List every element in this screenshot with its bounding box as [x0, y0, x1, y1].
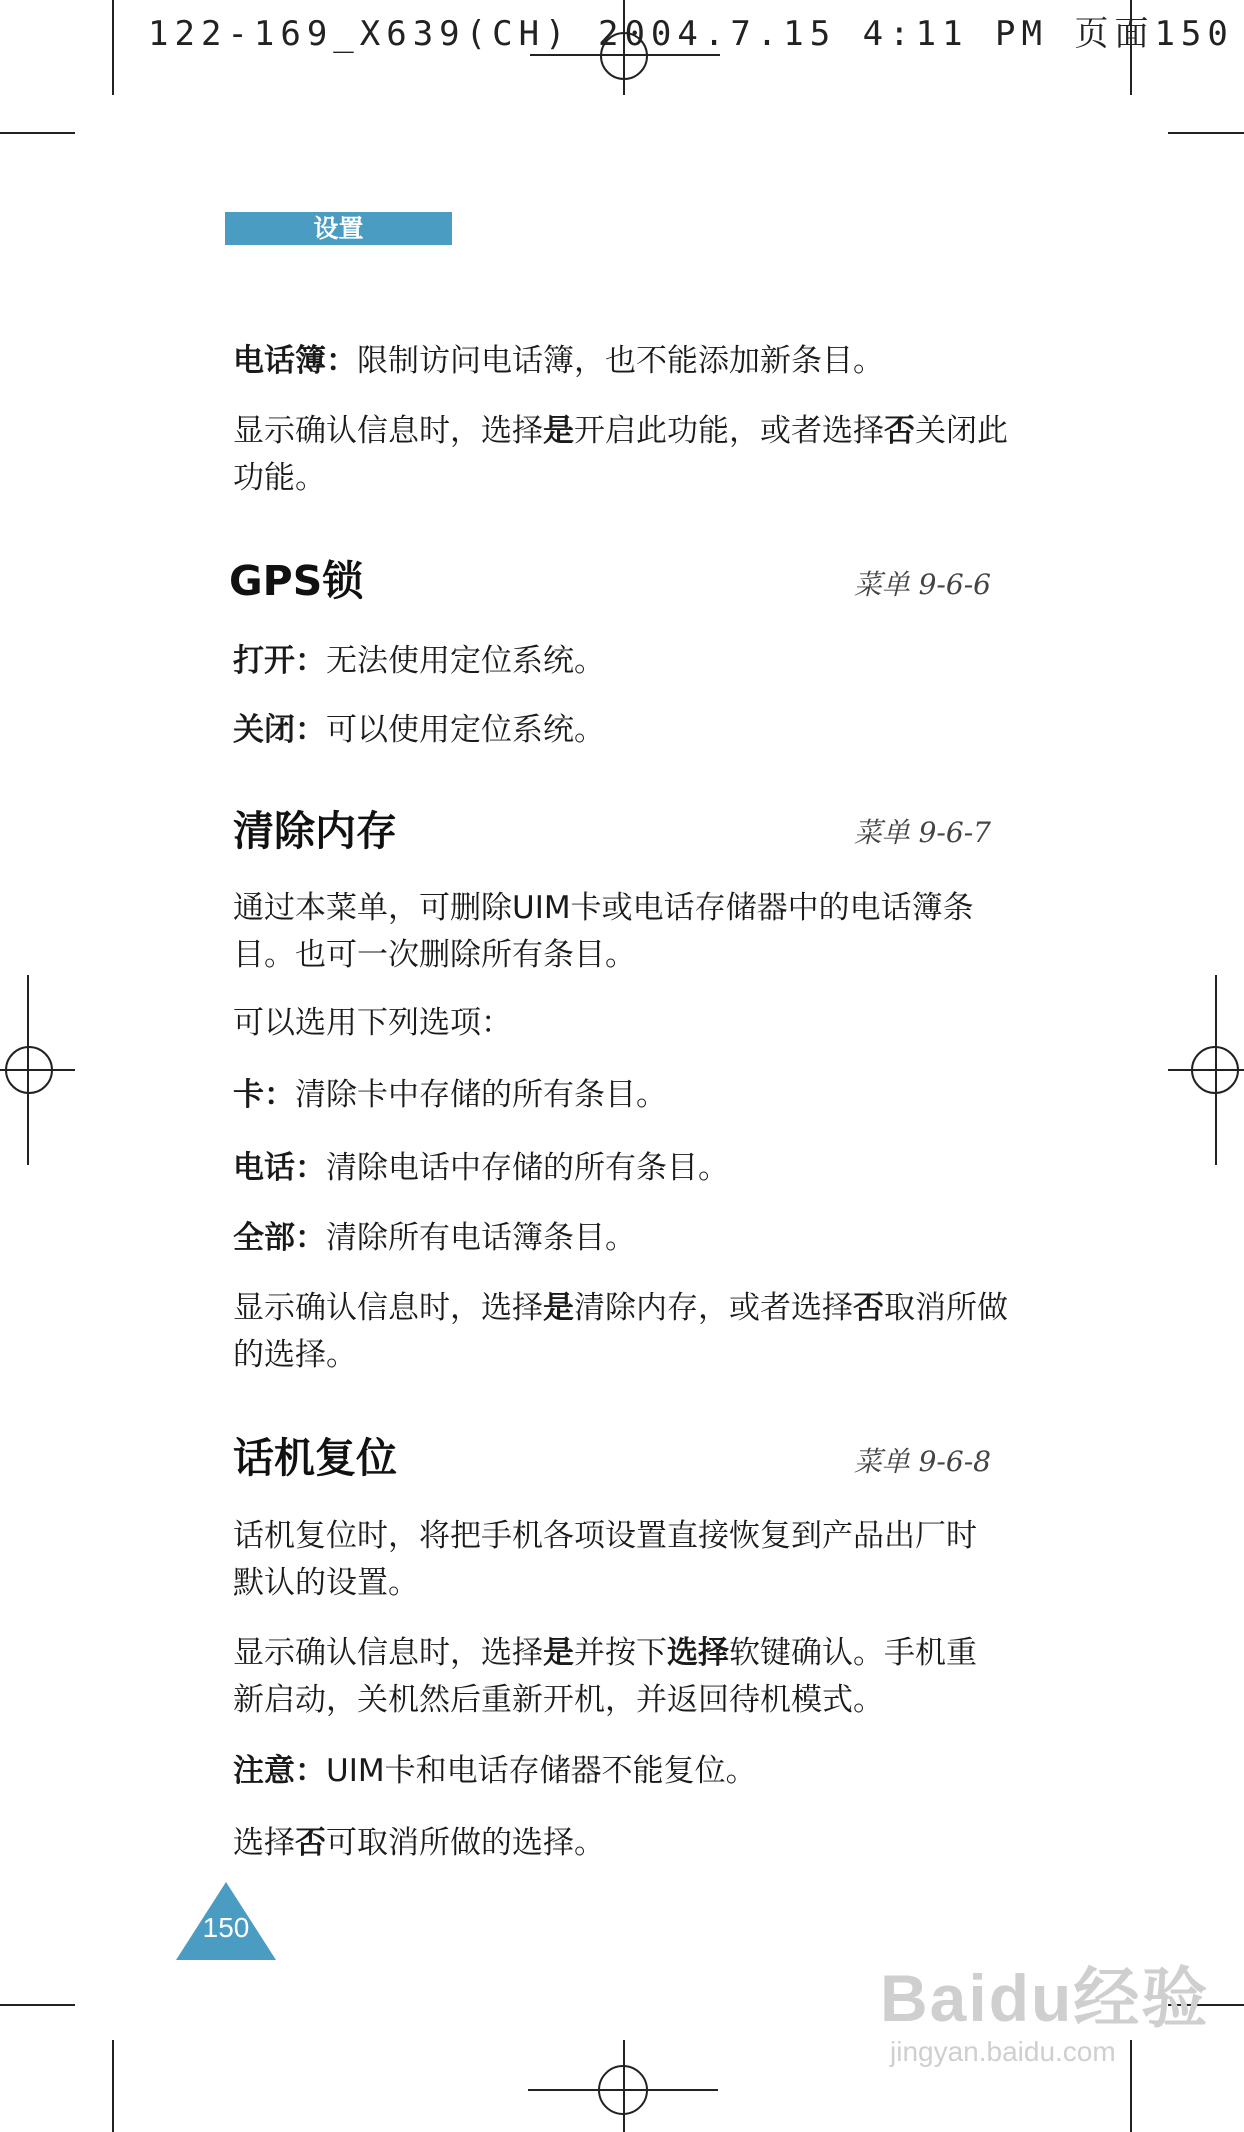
text: 软键确认。手机重新启动，关机然后重新开机，并返回待机模式。 [233, 1635, 977, 1718]
text: 显示确认信息时，选择 [233, 1635, 543, 1671]
crop-mark [1168, 132, 1244, 134]
term-text: 清除电话中存储的所有条目。 [326, 1150, 729, 1186]
term-text: 清除卡中存储的所有条目。 [295, 1077, 667, 1113]
section-heading-phone-reset: 话机复位 [233, 1434, 397, 1482]
option-item [233, 707, 1013, 754]
confirm-paragraph [233, 408, 1013, 502]
option-item [233, 1072, 1013, 1119]
text: 关闭此功能。 [233, 413, 1008, 496]
text: 选择 [233, 1825, 295, 1861]
menu-reference: 菜单 9-6-8 [853, 1445, 991, 1478]
bold-option: 否 [853, 1290, 884, 1326]
bold-option: 是 [543, 1290, 574, 1326]
term-label: 卡： [233, 1077, 295, 1113]
crop-mark [0, 2004, 75, 2006]
option-item [233, 1145, 1013, 1192]
crop-mark [0, 132, 75, 134]
bold-option: 是 [543, 1635, 574, 1671]
term-label: 关闭： [233, 712, 326, 748]
bold-option: 否 [295, 1825, 326, 1861]
cancel-paragraph [233, 1820, 1013, 1867]
bold-option: 否 [884, 413, 915, 449]
term-label: 打开： [233, 643, 326, 679]
section-intro: 通过本菜单，可删除UIM卡或电话存储器中的电话簿条目。也可一次删除所有条目。 [233, 890, 974, 973]
text: 取消所做的选择。 [233, 1290, 1008, 1373]
crop-mark [112, 2040, 114, 2132]
section-tab: 设置 [225, 212, 452, 245]
text: 显示确认信息时，选择 [233, 413, 543, 449]
section-heading-gps: GPS锁 [229, 557, 364, 605]
print-slug: 122-169_X639(CH) 2004.7.15 4:11 PM 页面150 [148, 14, 1234, 54]
term-text: 限制访问电话簿，也不能添加新条目。 [357, 343, 884, 379]
text: 可取消所做的选择。 [326, 1825, 605, 1861]
bold-option: 选择 [667, 1635, 729, 1671]
confirm-paragraph [233, 1630, 993, 1724]
watermark-logo: Baidu经验 [880, 1961, 1210, 2035]
page-number: 150 [202, 1912, 250, 1943]
term-text: 可以使用定位系统。 [326, 712, 605, 748]
text: 显示确认信息时，选择 [233, 1290, 543, 1326]
term-label: 全部： [233, 1220, 326, 1256]
term-label: 电话： [233, 1150, 326, 1186]
text: 清除内存，或者选择 [574, 1290, 853, 1326]
term-label: 电话簿： [233, 343, 357, 379]
option-item [233, 1215, 1013, 1262]
section-intro: 话机复位时，将把手机各项设置直接恢复到产品出厂时默认的设置。 [233, 1518, 977, 1601]
registration-mark [598, 2065, 648, 2115]
phonebook-restriction [233, 338, 1013, 385]
baidu-watermark [880, 1945, 1209, 2068]
registration-mark [1191, 1046, 1239, 1094]
registration-mark [5, 1046, 53, 1094]
watermark-url: jingyan.baidu.com [890, 2036, 1116, 2067]
bold-option: 是 [543, 413, 574, 449]
option-item [233, 638, 1013, 685]
term-text: 无法使用定位系统。 [326, 643, 605, 679]
confirm-paragraph [233, 1285, 1013, 1379]
term-text: UIM卡和电话存储器不能复位。 [326, 1753, 757, 1789]
text: 并按下 [574, 1635, 667, 1671]
options-label: 可以选用下列选项： [233, 1005, 512, 1041]
note [233, 1748, 1013, 1795]
menu-reference: 菜单 9-6-7 [853, 816, 991, 849]
term-label: 注意： [233, 1753, 326, 1789]
term-text: 清除所有电话簿条目。 [326, 1220, 636, 1256]
section-heading-clear-memory: 清除内存 [233, 807, 397, 855]
crop-mark [112, 0, 114, 95]
text: 开启此功能，或者选择 [574, 413, 884, 449]
menu-reference: 菜单 9-6-6 [853, 568, 991, 601]
